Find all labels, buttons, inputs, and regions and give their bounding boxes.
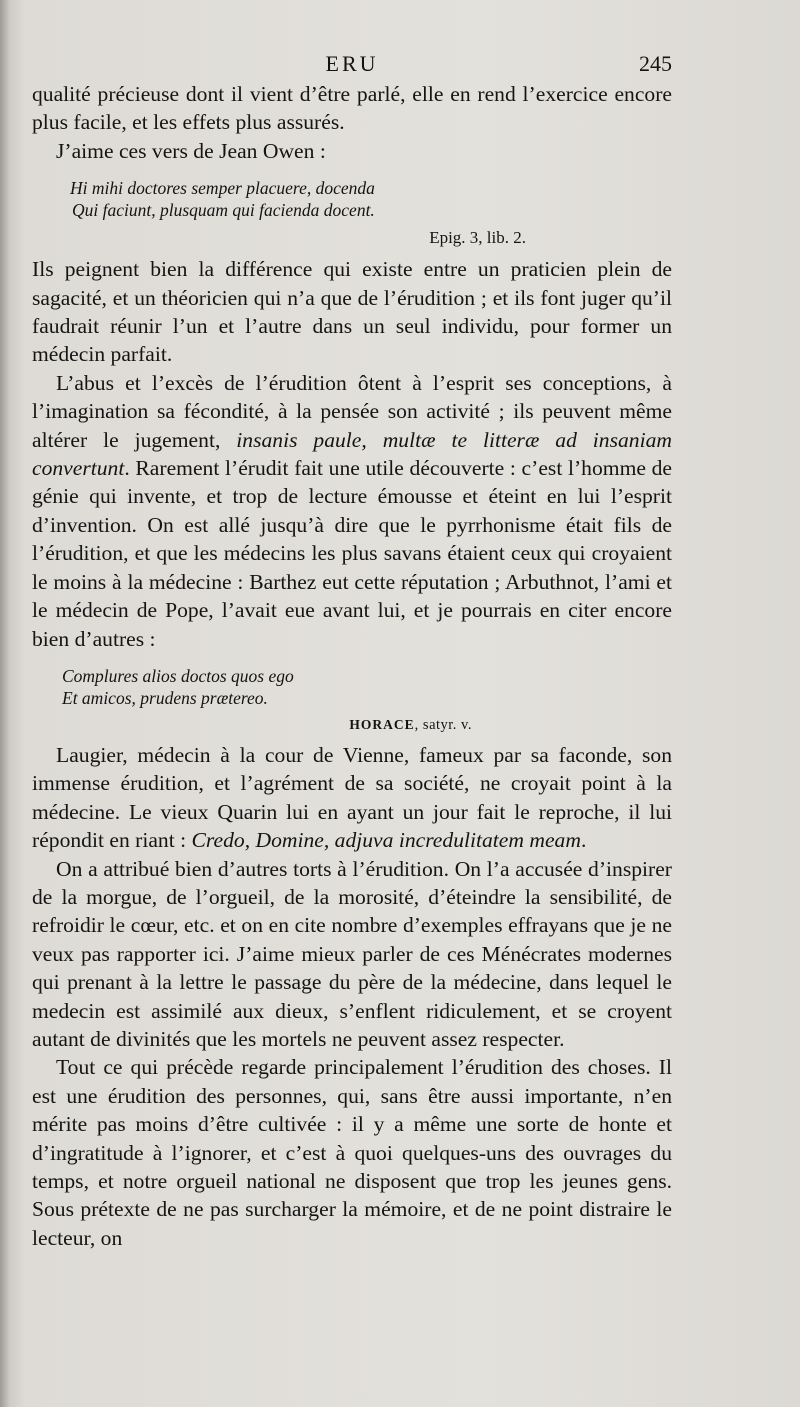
page-number: 245 — [639, 51, 672, 76]
latin-quote: insanis paule, multæ te litteræ ad insaniam convertunt — [32, 427, 672, 481]
verse-line: Hi mihi doctores semper placuere, docenda — [70, 178, 375, 199]
paragraph-5-text-a: Laugier, médecin à la cour de Vienne, fameux par sa faconde, son immense érudition, et l’agrément de sa société, ne croyait point à la médecine. Le vieux Quarin lui en ayant un jour fait le reproche, il lui répondit en riant : — [32, 742, 672, 853]
paragraph-1: qualité précieuse dont il vient d’être parlé, elle en rend l’exercice encore plus facile, et les effets plus assurés. — [32, 82, 672, 135]
paragraph-3: Ils peignent bien la différence qui existe entre un praticien plein de sagacité, et un théoricien qui n’a que de l’érudition ; et ils font juger qu’il faudrait réunir l’un et l’autre dans un seul individu, pour former un médecin parfait. — [32, 257, 672, 367]
verse-citation-horace — [32, 715, 672, 735]
verse-quote-horace — [32, 665, 672, 709]
paragraph-4-text-c: . Rarement l’érudit fait une utile découverte : c’est l’homme de génie qui invente, et trop de lecture émousse et éteint en lui l’esprit d’invention. On est allé jusqu’à dire que le pyrrhonisme était fils de l’érudition, et que les médecins les plus savans étaient ceux qui croyaient le moins à la médecine : Barthez eut cette réputation ; Arbuthnot, l’ami et le médecin de Pope, l’avait eue avant lui, et je pourrais en citer encore bien d’autres : — [32, 456, 672, 651]
verse-quote-owen — [32, 177, 672, 221]
verse-line: Qui faciunt, plusquam qui facienda docent. — [72, 200, 375, 221]
citation-rest: , satyr. v. — [414, 716, 472, 733]
paragraph-2: J’aime ces vers de Jean Owen : — [56, 138, 326, 163]
verse-citation: Epig. 3, lib. 2. — [429, 228, 526, 248]
page-content — [32, 50, 672, 1252]
verse-line: Et amicos, prudens prætereo. — [62, 687, 268, 708]
verse-line: Complures alios doctos quos ego — [62, 665, 294, 686]
paragraph-5-text-c: . — [580, 828, 587, 853]
page-header — [32, 50, 672, 80]
paragraph-5 — [32, 741, 672, 855]
latin-reply: Credo, Domine, adjuva incredulitatem meam — [191, 828, 581, 853]
running-head: ERU — [325, 51, 379, 76]
paragraph-4 — [32, 369, 672, 653]
paragraph-4-text-a: L’abus et l’excès de l’érudition ôtent à l’esprit ses conceptions, à l’imagination sa fécondité, à la pensée son activité ; ils peuvent même altérer le jugement, — [32, 370, 672, 452]
paragraph-6: On a attribué bien d’autres torts à l’érudition. On l’a accusée d’inspirer de la morgue, de l’orgueil, de la morosité, d’éteindre la sensibilité, de refroidir le cœur, etc. et on en cite nombre d’exemples effrayans que je ne veux pas rapporter ici. J’aime mieux parler de ces Ménécrates modernes qui prenant à la lettre le passage du père de la médecine, dans lequel le medecin est assimilé aux dieux, s’enflent ridiculement, et se croyent autant de divinités que les mortels ne peuvent assez respecter. — [32, 856, 672, 1051]
paragraph-7: Tout ce qui précède regarde principalement l’érudition des choses. Il est une érudition des personnes, qui, sans être aussi importante, n’en mérite pas moins d’être cultivée : il y a même une sorte de honte et d’ingratitude à l’ignorer, et c’est à quoi quelques-uns des ouvrages du temps, et notre orgueil national ne disposent que trop les jeunes gens. Sous prétexte de ne pas surcharger la mémoire, et de ne point distraire le lecteur, on — [32, 1055, 672, 1250]
citation-author: HORACE — [349, 716, 415, 732]
